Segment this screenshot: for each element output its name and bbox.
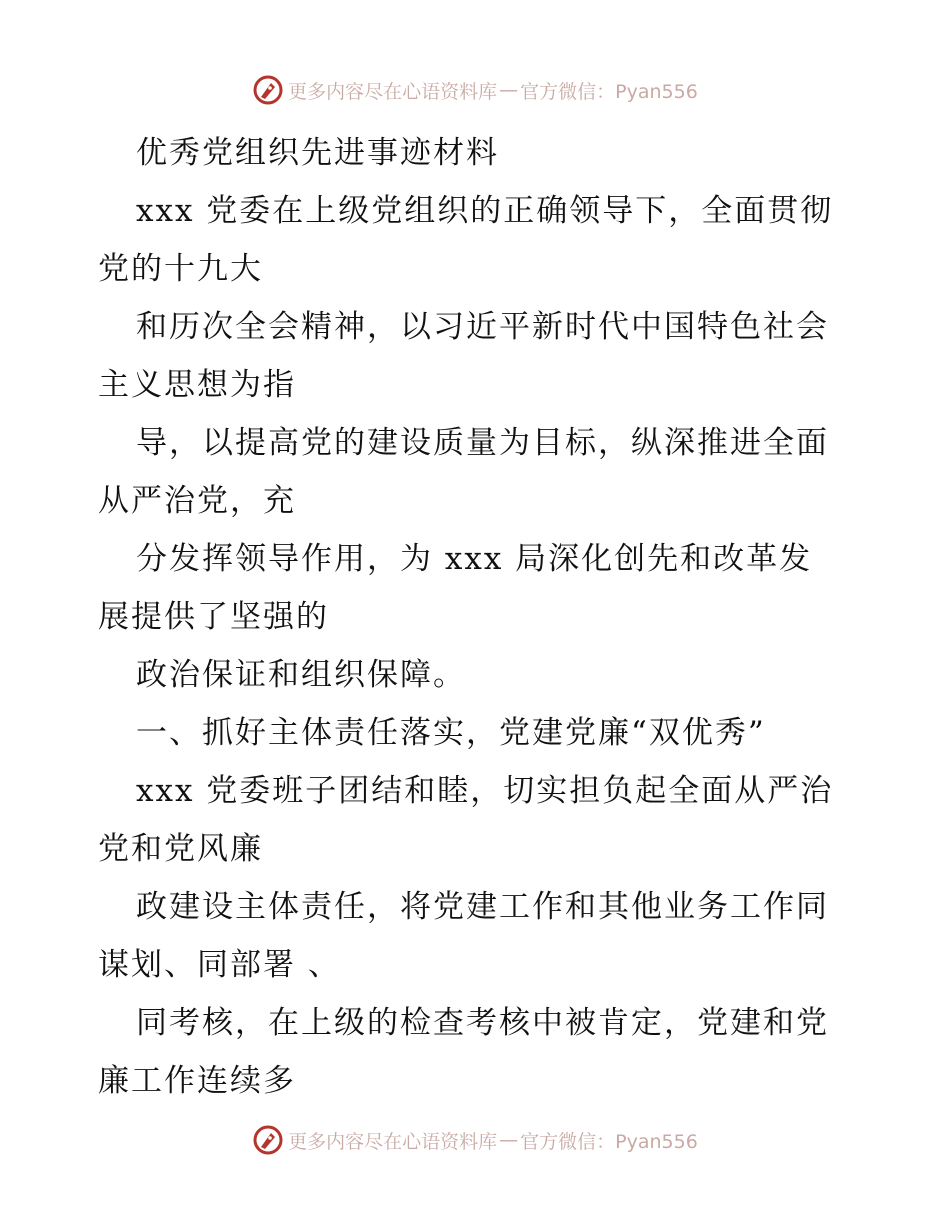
document-line: 政治保证和组织保障。 xyxy=(136,657,466,693)
pen-nib-logo-icon xyxy=(252,1124,284,1156)
document-line: xxx 党委在上级党组织的正确领导下，全面贯彻 xyxy=(136,193,834,229)
document-line: 分发挥领导作用，为 xxx 局深化创先和改革发 xyxy=(136,541,813,577)
document-line: 导，以提高党的建设质量为目标，纵深推进全面 xyxy=(136,425,829,461)
document-line: 廉工作连续多 xyxy=(98,1063,296,1099)
header-watermark xyxy=(0,70,950,110)
document-line: 优秀党组织先进事迹材料 xyxy=(136,135,499,171)
document-body xyxy=(98,124,858,1110)
watermark-site-text: 更多内容尽在心语资料库 xyxy=(288,80,498,103)
watermark-wechat-text: 官方微信：Pyan556 xyxy=(520,1130,698,1153)
document-line: 展提供了坚强的 xyxy=(98,599,329,635)
document-line: 党和党风廉 xyxy=(98,831,263,867)
document-line: 主义思想为指 xyxy=(98,367,296,403)
watermark-dash: — xyxy=(499,1129,519,1151)
watermark-site-text: 更多内容尽在心语资料库 xyxy=(288,1130,498,1153)
document-line: 政建设主体责任，将党建工作和其他业务工作同 xyxy=(136,889,829,925)
watermark-dash: — xyxy=(499,79,519,101)
watermark-wechat-text: 官方微信：Pyan556 xyxy=(520,80,698,103)
document-line: 同考核，在上级的检查考核中被肯定，党建和党 xyxy=(136,1005,829,1041)
pen-nib-logo-icon xyxy=(252,74,284,106)
document-line: 一、抓好主体责任落实，党建党廉“双优秀” xyxy=(136,715,766,751)
document-line: 谋划、同部署 、 xyxy=(98,947,341,983)
document-line: 从严治党，充 xyxy=(98,483,296,519)
footer-watermark xyxy=(0,1120,950,1160)
document-line: 和历次全会精神，以习近平新时代中国特色社会 xyxy=(136,309,829,345)
document-line: 党的十九大 xyxy=(98,251,263,287)
document-line: xxx 党委班子团结和睦，切实担负起全面从严治 xyxy=(136,773,834,809)
